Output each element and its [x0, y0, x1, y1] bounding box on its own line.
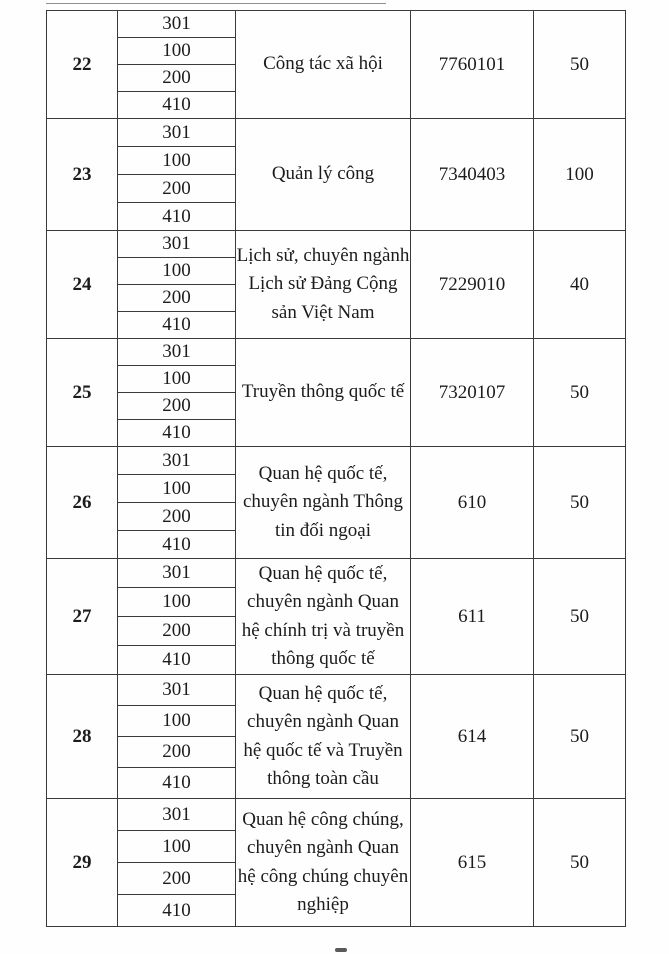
program-code-cell: 7760101: [411, 11, 534, 119]
table-row: [47, 11, 626, 38]
stt-cell: 22: [47, 11, 118, 119]
program-name-cell: Quan hệ quốc tế, chuyên ngành Quan hệ chính trị và truyền thông quốc tế: [236, 559, 411, 675]
stt-cell: 26: [47, 447, 118, 559]
table-block-29: [47, 799, 626, 927]
table-row: [47, 339, 626, 366]
subject-combination-code-cell: 100: [118, 831, 236, 863]
table-block-28: [47, 675, 626, 799]
subject-combination-code-cell: 200: [118, 65, 236, 92]
table-block-24: [47, 231, 626, 339]
subject-combination-code-cell: 301: [118, 231, 236, 258]
quota-cell: 50: [534, 339, 626, 447]
table-row: [47, 559, 626, 588]
subject-combination-code-cell: 301: [118, 339, 236, 366]
table-block-23: [47, 119, 626, 231]
subject-combination-code-cell: 410: [118, 203, 236, 231]
subject-combination-code-cell: 410: [118, 312, 236, 339]
table-block-22: [47, 11, 626, 119]
subject-combination-code-cell: 200: [118, 503, 236, 531]
program-code-cell: 615: [411, 799, 534, 927]
program-name-cell: Quan hệ quốc tế, chuyên ngành Quan hệ quốc tế và Truyền thông toàn cầu: [236, 675, 411, 799]
stt-cell: 27: [47, 559, 118, 675]
subject-combination-code-cell: 301: [118, 119, 236, 147]
program-name-cell: Quan hệ quốc tế, chuyên ngành Thông tin đối ngoại: [236, 447, 411, 559]
program-code-cell: 7229010: [411, 231, 534, 339]
program-name-cell: Quản lý công: [236, 119, 411, 231]
stt-cell: 25: [47, 339, 118, 447]
quota-cell: 50: [534, 11, 626, 119]
subject-combination-code-cell: 100: [118, 475, 236, 503]
program-code-cell: 7320107: [411, 339, 534, 447]
quota-cell: 50: [534, 559, 626, 675]
quota-cell: 40: [534, 231, 626, 339]
table-row: [47, 119, 626, 147]
stt-cell: 29: [47, 799, 118, 927]
subject-combination-code-cell: 301: [118, 559, 236, 588]
quota-cell: 50: [534, 675, 626, 799]
subject-combination-code-cell: 200: [118, 393, 236, 420]
subject-combination-code-cell: 200: [118, 285, 236, 312]
table-row: [47, 799, 626, 831]
subject-combination-code-cell: 410: [118, 646, 236, 675]
program-code-cell: 610: [411, 447, 534, 559]
subject-combination-code-cell: 100: [118, 706, 236, 737]
subject-combination-code-cell: 410: [118, 420, 236, 447]
subject-combination-code-cell: 301: [118, 447, 236, 475]
table-row: [47, 447, 626, 475]
previous-row-border-line: [46, 3, 386, 4]
program-code-cell: 614: [411, 675, 534, 799]
subject-combination-code-cell: 100: [118, 147, 236, 175]
quota-cell: 50: [534, 799, 626, 927]
subject-combination-code-cell: 410: [118, 768, 236, 799]
admissions-table: [46, 10, 626, 927]
table-block-26: [47, 447, 626, 559]
subject-combination-code-cell: 410: [118, 895, 236, 927]
table-row: [47, 231, 626, 258]
subject-combination-code-cell: 301: [118, 675, 236, 706]
subject-combination-code-cell: 200: [118, 617, 236, 646]
table-block-25: [47, 339, 626, 447]
subject-combination-code-cell: 410: [118, 531, 236, 559]
stt-cell: 24: [47, 231, 118, 339]
program-code-cell: 7340403: [411, 119, 534, 231]
subject-combination-code-cell: 410: [118, 92, 236, 119]
stt-cell: 23: [47, 119, 118, 231]
quota-cell: 100: [534, 119, 626, 231]
table-block-27: [47, 559, 626, 675]
subject-combination-code-cell: 100: [118, 258, 236, 285]
subject-combination-code-cell: 100: [118, 38, 236, 65]
table-row: [47, 675, 626, 706]
subject-combination-code-cell: 301: [118, 11, 236, 38]
program-name-cell: Lịch sử, chuyên ngành Lịch sử Đảng Cộng sản Việt Nam: [236, 231, 411, 339]
subject-combination-code-cell: 100: [118, 366, 236, 393]
program-code-cell: 611: [411, 559, 534, 675]
program-name-cell: Quan hệ công chúng, chuyên ngành Quan hệ công chúng chuyên nghiệp: [236, 799, 411, 927]
subject-combination-code-cell: 301: [118, 799, 236, 831]
subject-combination-code-cell: 200: [118, 175, 236, 203]
subject-combination-code-cell: 200: [118, 737, 236, 768]
stt-cell: 28: [47, 675, 118, 799]
program-name-cell: Truyền thông quốc tế: [236, 339, 411, 447]
subject-combination-code-cell: 100: [118, 588, 236, 617]
subject-combination-code-cell: 200: [118, 863, 236, 895]
page-number-partial-mark: [335, 948, 347, 952]
quota-cell: 50: [534, 447, 626, 559]
program-name-cell: Công tác xã hội: [236, 11, 411, 119]
